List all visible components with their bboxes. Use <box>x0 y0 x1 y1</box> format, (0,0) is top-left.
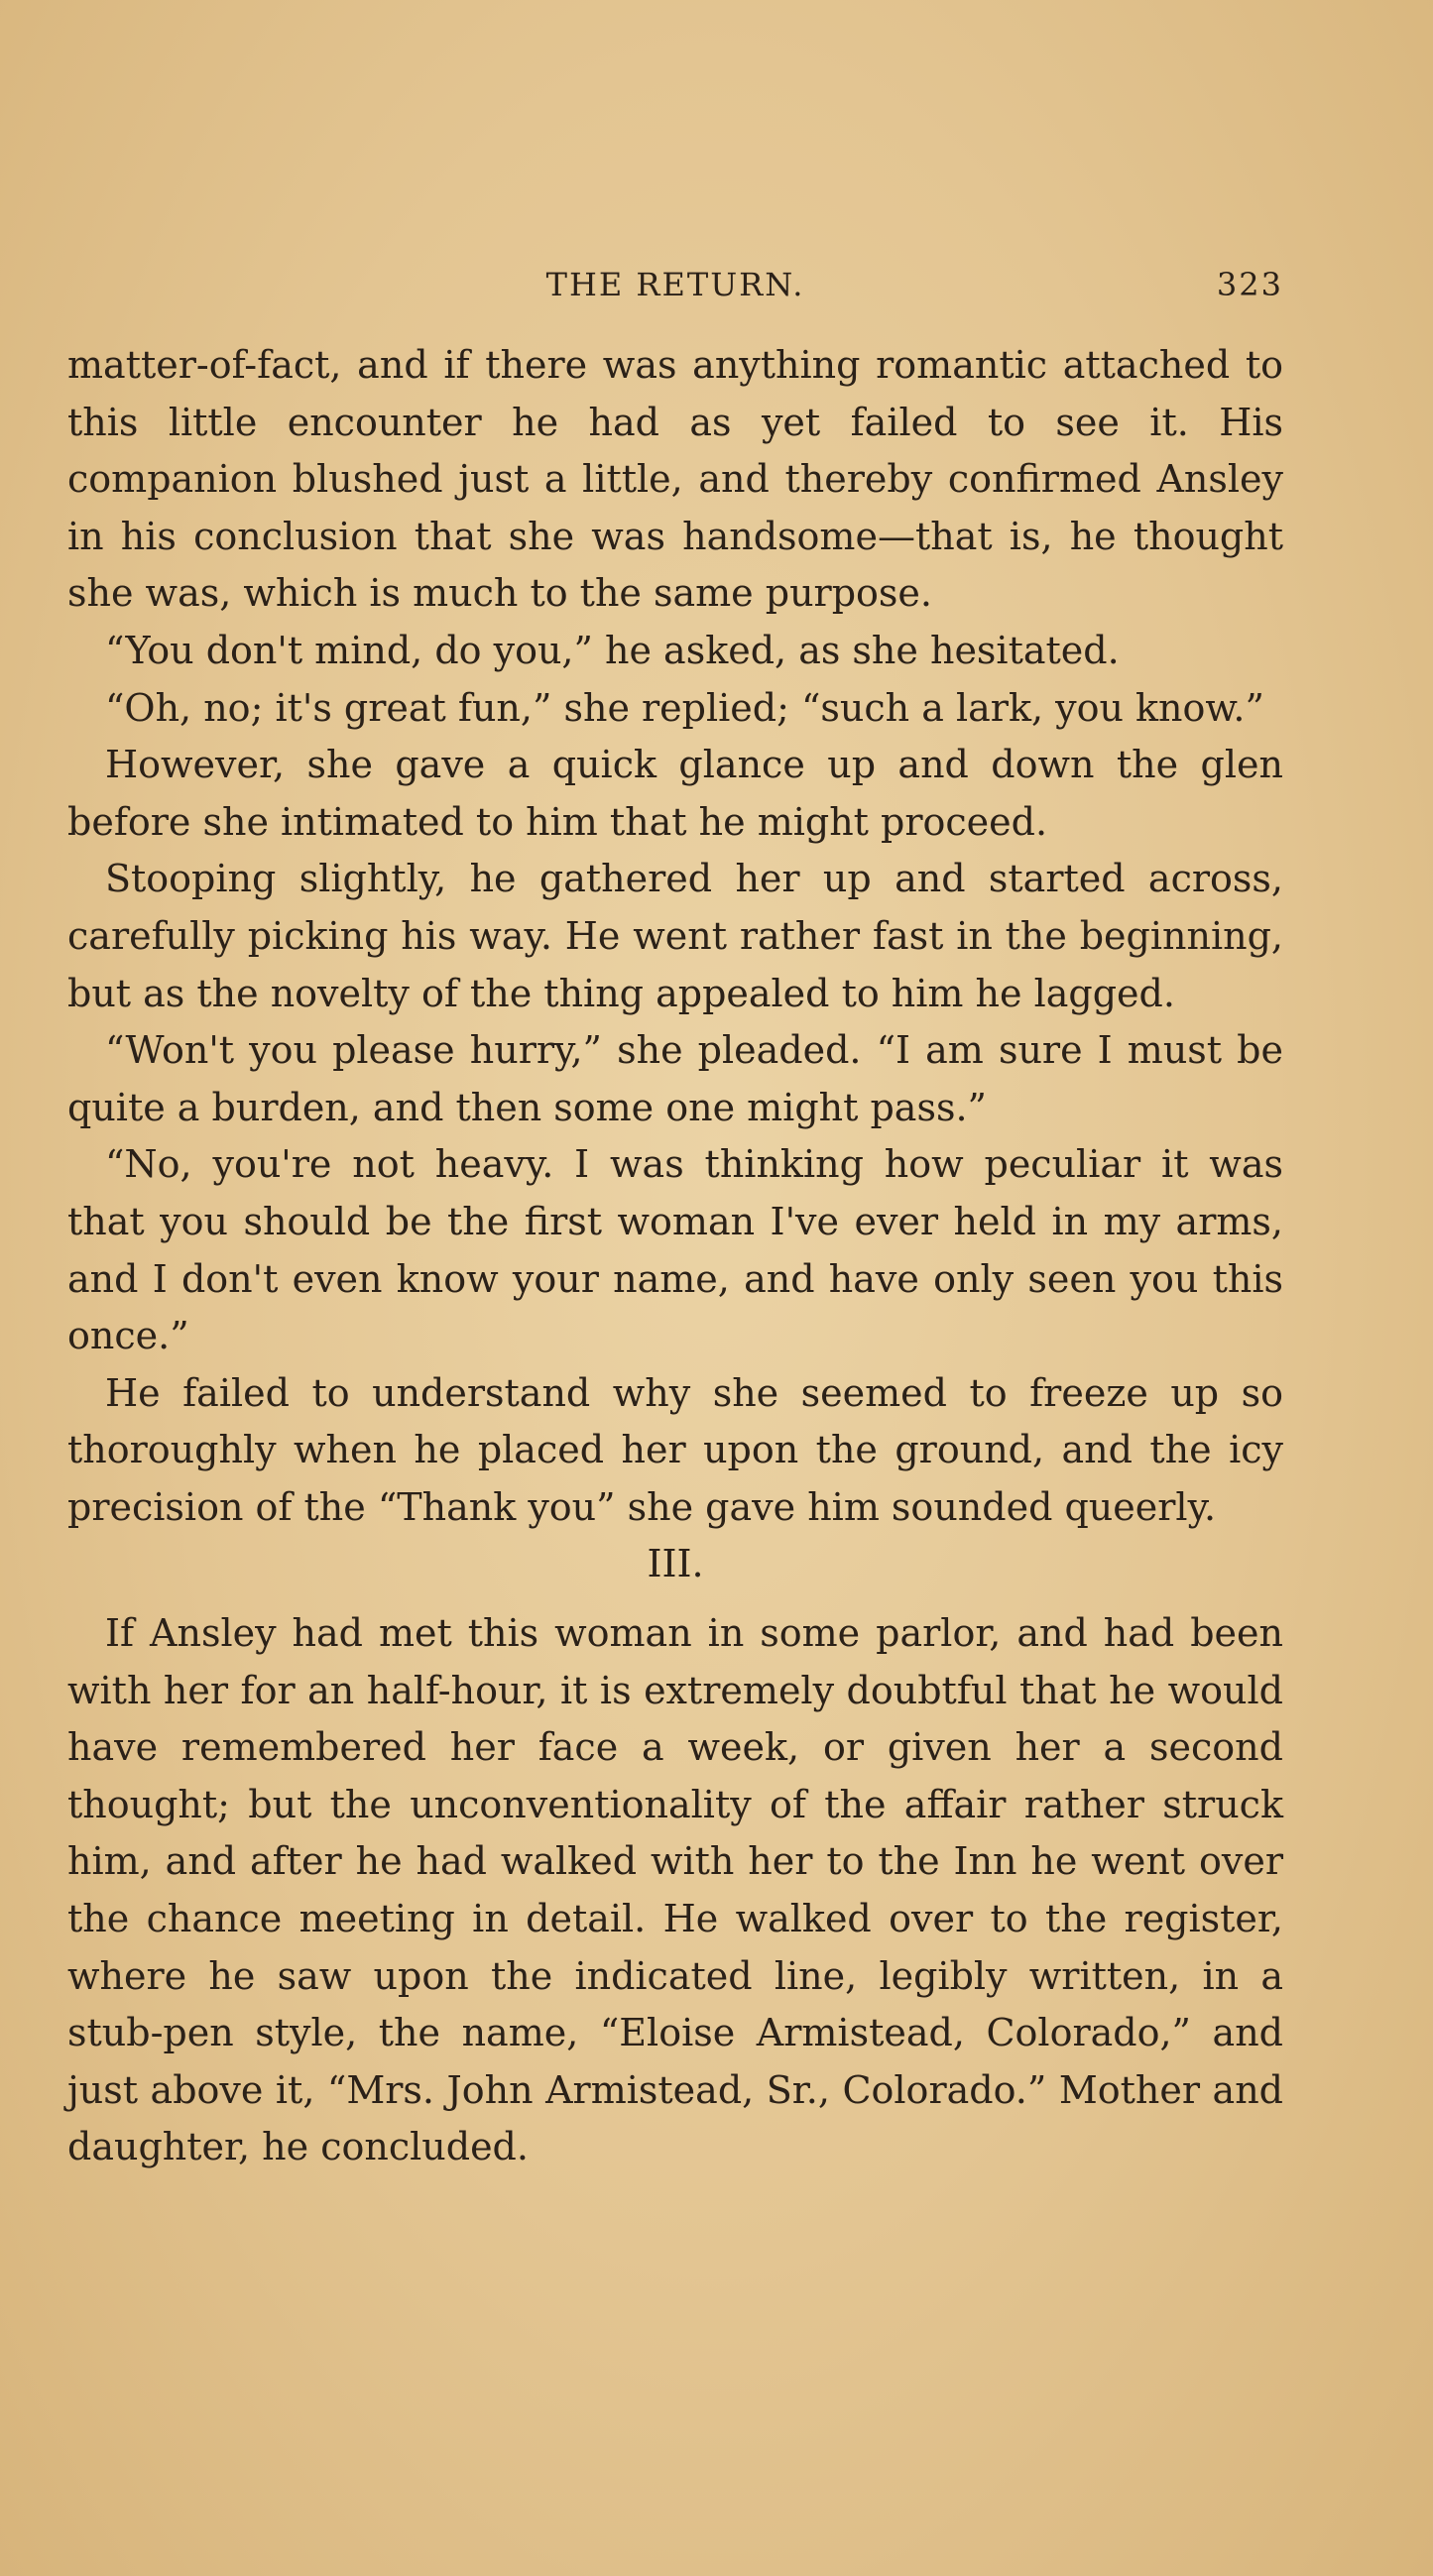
paragraph: matter-of-fact, and if there was anything romantic attached to this little encounter he had as yet failed to see it. His companion blushed just a little, and thereby confirmed Ansley in his conclusion that she was handsome—that is, he thought she was, which is much to the same purpose. <box>67 343 1283 616</box>
section-heading: III. <box>647 1542 704 1586</box>
running-header <box>67 266 1283 309</box>
paragraph: “No, you're not heavy. I was thinking how peculiar it was that you should be the first woman I've ever held in my arms, and I don't even know your name, and have only seen you this once.” <box>67 1142 1283 1358</box>
paragraph: However, she gave a quick glance up and down the glen before she intimated to him that he might proceed. <box>67 743 1283 844</box>
paragraph: He failed to understand why she seemed to freeze up so thoroughly when he placed her upon the ground, and the icy precision of the “Thank you” she gave him sounded queerly. <box>67 1370 1283 1529</box>
paragraph: “Won't you please hurry,” she pleaded. “I am sure I must be quite a burden, and then some one might pass.” <box>67 1028 1283 1129</box>
paragraph: If Ansley had met this woman in some parlor, and had been with her for an half-hour, it is extremely doubtful that he would have remembered her face a week, or given her a second thought; but the unconventionality of the affair rather struck him, and after he had walked with her to the Inn he went over the chance meeting in detail. He walked over to the register, where he saw upon the indicated line, legibly written, in a stub-pen style, the name, “Eloise Armistead, Colorado,” and just above it, “Mrs. John Armistead, Sr., Colorado.” Mother and daughter, he concluded. <box>67 1611 1283 2169</box>
paragraph: “Oh, no; it's great fun,” she replied; “such a lark, you know.” <box>105 685 1264 730</box>
paragraph: Stooping slightly, he gathered her up and started across, carefully picking his way. He went rather fast in the beginning, but as the novelty of the thing appealed to him he lagged. <box>67 857 1283 1015</box>
running-title: THE RETURN. <box>545 266 805 303</box>
paragraph: “You don't mind, do you,” he asked, as she hesitated. <box>105 628 1120 672</box>
page-body <box>67 337 1283 2176</box>
page-number: 323 <box>1216 266 1283 303</box>
